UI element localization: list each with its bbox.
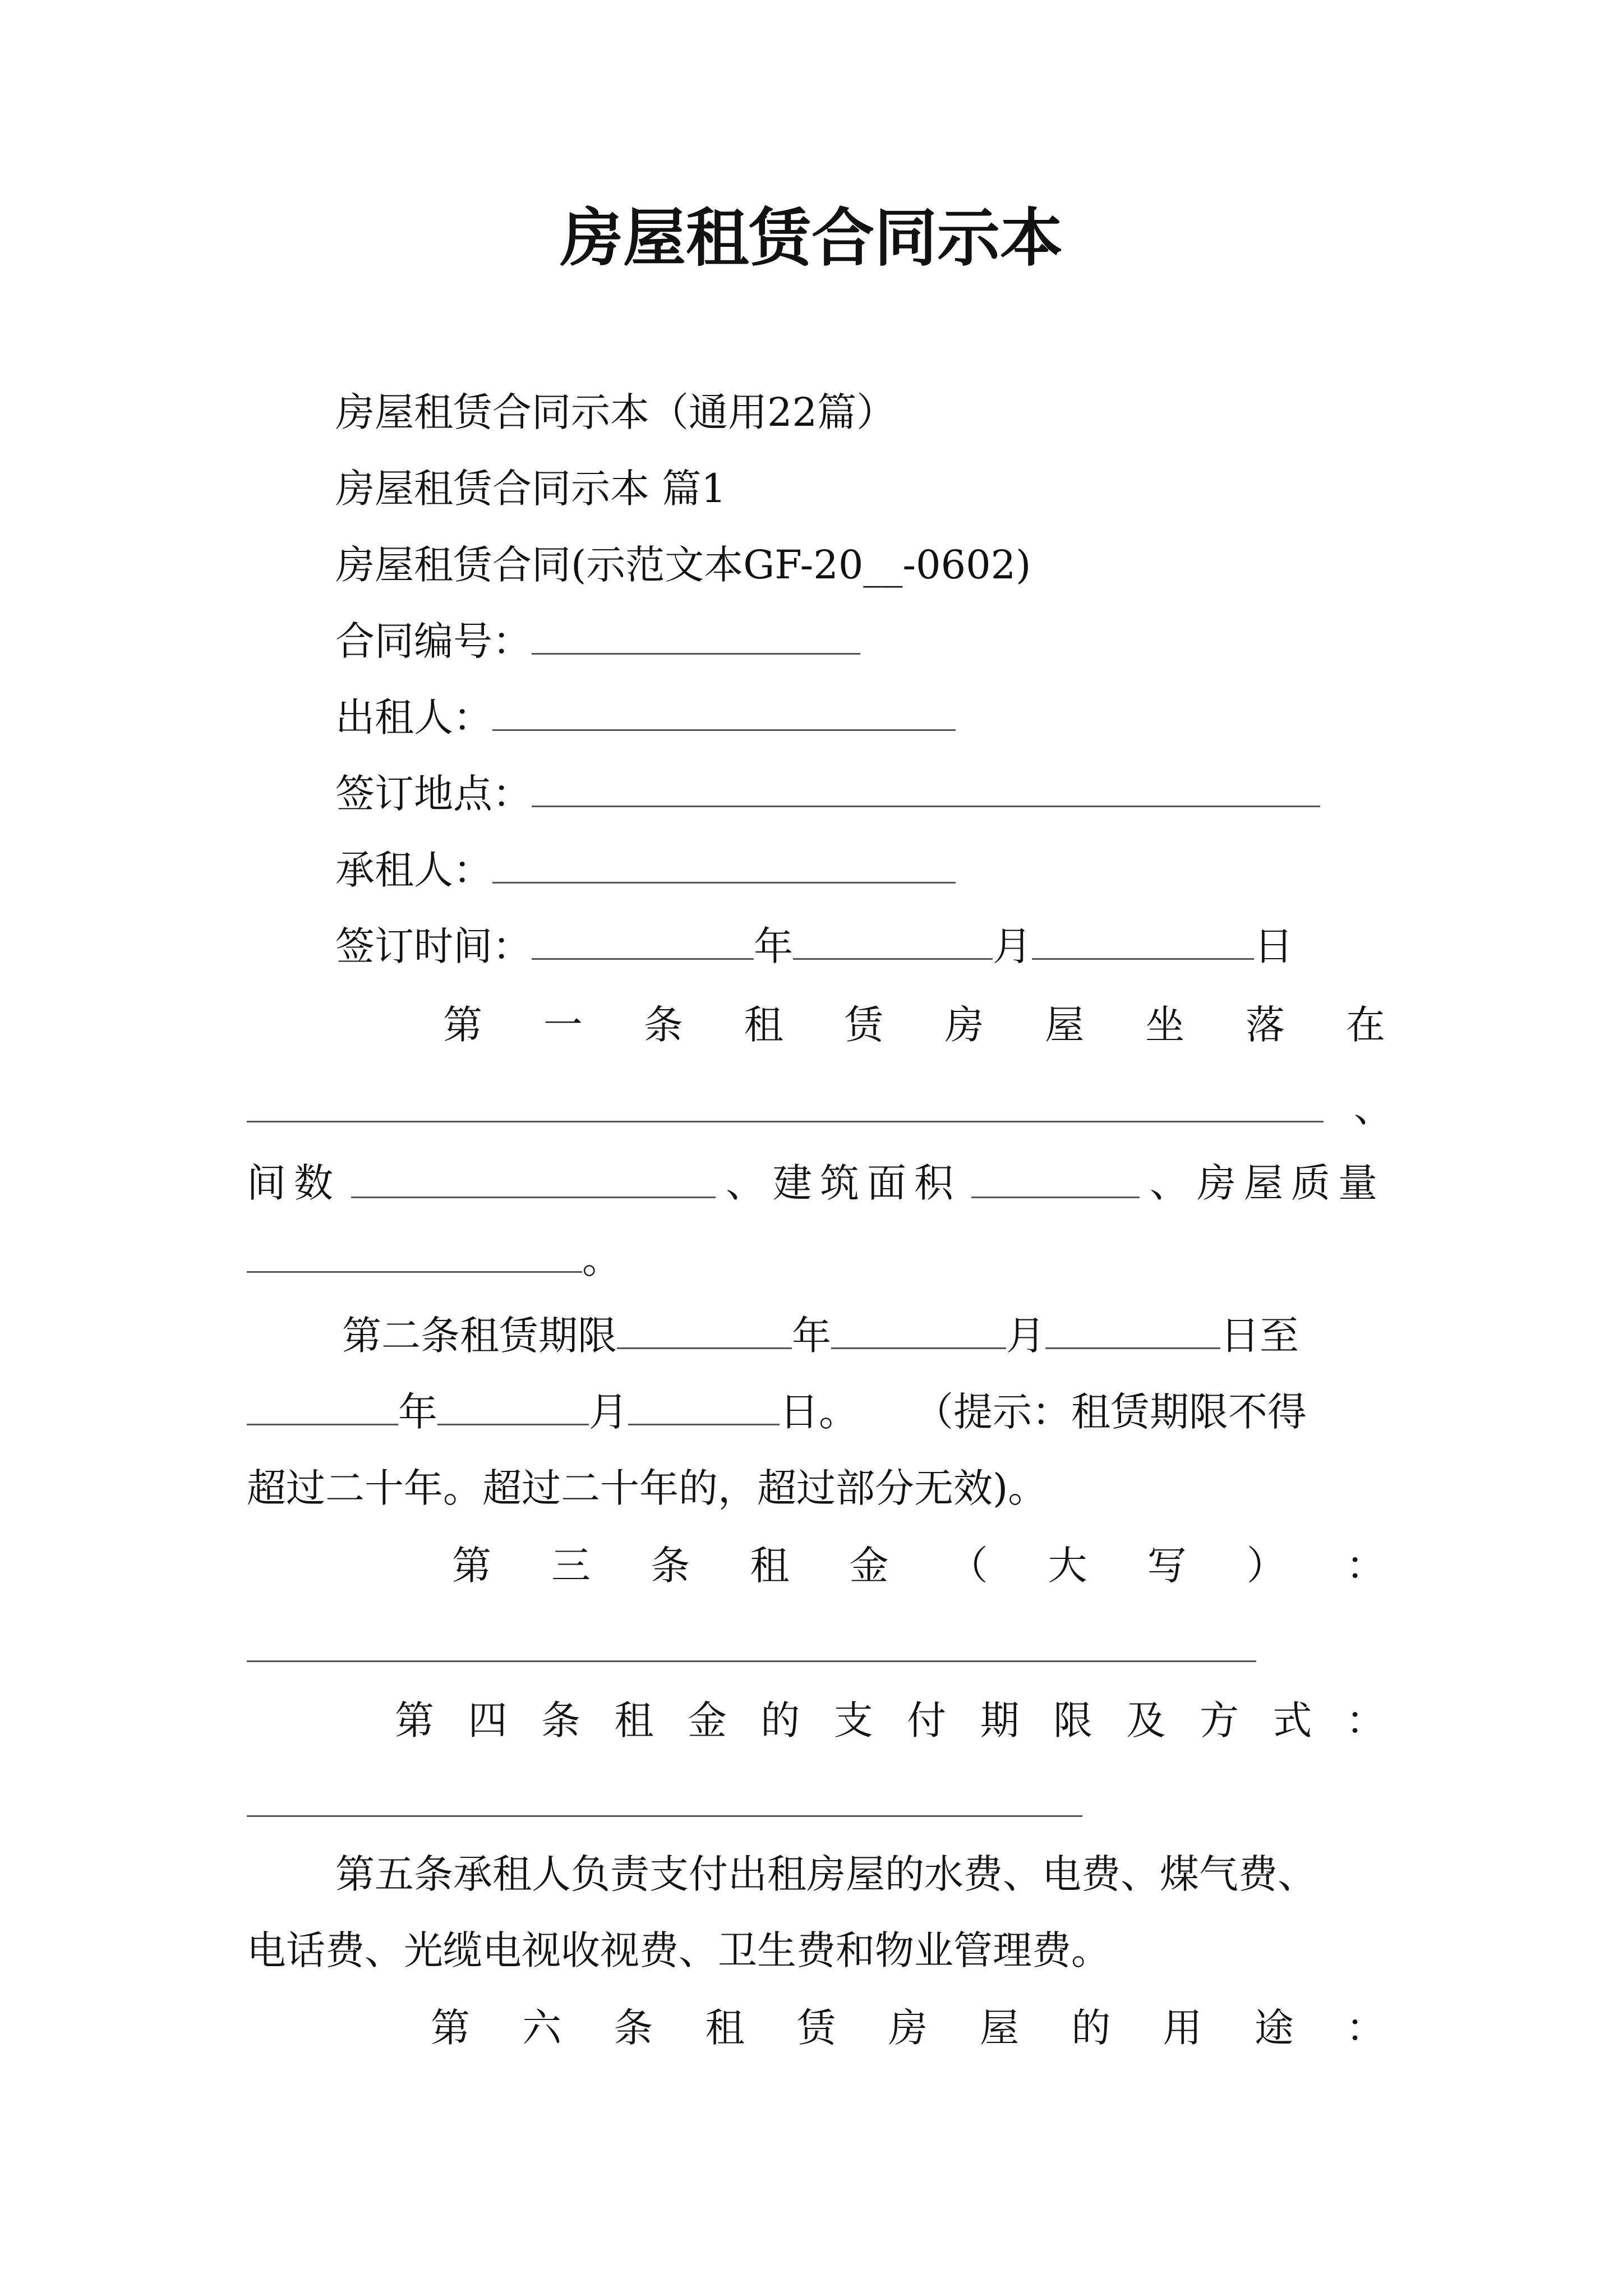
sign-year-blank bbox=[532, 958, 754, 960]
article-6-heading-char: 租 bbox=[705, 2005, 745, 2051]
sign-year-label: 年 bbox=[754, 923, 793, 969]
article-1-location-blank bbox=[247, 1121, 1324, 1122]
article-3-heading-char: 租 bbox=[750, 1543, 790, 1589]
article-1-heading-char: 房 bbox=[944, 1002, 984, 1048]
rooms-blank bbox=[351, 1196, 716, 1198]
article-4-heading-char: 租 bbox=[614, 1697, 654, 1743]
article-5-line-1: 第五条承租人负责支付出租房屋的水费、电费、煤气费、 bbox=[335, 1851, 1317, 1897]
lease-end-year-label: 年 bbox=[398, 1389, 437, 1435]
article-6-heading-char: 条 bbox=[614, 2005, 653, 2051]
article-6-heading-char: 的 bbox=[1071, 2005, 1111, 2051]
article-6-heading-char: 屋 bbox=[980, 2005, 1020, 2051]
contract-number-blank bbox=[532, 652, 860, 655]
article-6-heading-char: 途 bbox=[1254, 2005, 1294, 2051]
lease-start-month-label: 月 bbox=[1006, 1313, 1045, 1359]
article-3-heading-char: 第 bbox=[452, 1543, 491, 1589]
lessor-row bbox=[335, 692, 956, 743]
article-1-heading-char: 在 bbox=[1345, 1002, 1385, 1048]
article-1-heading-char: 落 bbox=[1246, 1002, 1285, 1048]
article-4-heading bbox=[395, 1695, 1385, 1746]
lessor-blank bbox=[492, 729, 956, 731]
article-3-heading-char: 条 bbox=[651, 1543, 690, 1589]
article-4-heading-char: 条 bbox=[541, 1697, 580, 1743]
lease-start-year-label: 年 bbox=[792, 1313, 831, 1359]
sign-time-row bbox=[335, 921, 1293, 972]
article-6-heading-char: 房 bbox=[888, 2005, 928, 2051]
article-6-heading-char: ： bbox=[1345, 2005, 1385, 2051]
article-4-heading-char: 支 bbox=[833, 1697, 873, 1743]
article-4-heading-char: 限 bbox=[1053, 1697, 1093, 1743]
article-6-heading-char: 第 bbox=[431, 2005, 470, 2051]
article-3-heading-char: ） bbox=[1246, 1543, 1286, 1589]
sign-day-blank bbox=[1032, 958, 1254, 960]
lessee-blank bbox=[492, 881, 956, 884]
article-4-heading-char: 方 bbox=[1199, 1697, 1239, 1743]
lease-start-day-label: 日至 bbox=[1220, 1313, 1299, 1359]
quality-row bbox=[247, 1234, 621, 1285]
lessor-label: 出租人： bbox=[335, 694, 492, 740]
section-heading: 房屋租赁合同示本 篇1 bbox=[335, 466, 726, 512]
rent-amount-blank bbox=[247, 1660, 1256, 1662]
article-1-heading-char: 屋 bbox=[1045, 1002, 1085, 1048]
lease-end-month-label: 月 bbox=[589, 1389, 628, 1435]
lease-start-month-blank bbox=[831, 1347, 1006, 1349]
article-2-line-3: 超过二十年。超过二十年的，超过部分无效)。 bbox=[247, 1465, 1048, 1511]
article-1-heading-char: 租 bbox=[744, 1002, 783, 1048]
lease-start-year-blank bbox=[617, 1347, 792, 1349]
article-4-heading-char: 四 bbox=[468, 1697, 508, 1743]
article-3-heading bbox=[452, 1540, 1385, 1591]
payment-terms-blank bbox=[247, 1815, 1082, 1817]
article-4-heading-char: 及 bbox=[1126, 1697, 1166, 1743]
contract-number-row bbox=[335, 616, 860, 666]
contract-number-label: 合同编号： bbox=[335, 618, 532, 664]
lessee-row bbox=[335, 845, 956, 895]
article-2-line-2 bbox=[247, 1387, 1307, 1437]
article-2-line-1 bbox=[342, 1310, 1299, 1361]
article-1-details-row bbox=[247, 1158, 1385, 1208]
article-4-heading-char: 金 bbox=[687, 1697, 727, 1743]
sign-place-row bbox=[335, 769, 1320, 819]
lease-start-day-blank bbox=[1045, 1347, 1220, 1349]
article-3-heading-char: 金 bbox=[849, 1543, 889, 1589]
sign-place-label: 签订地点： bbox=[335, 771, 532, 817]
rooms-label: 间数 bbox=[247, 1160, 341, 1206]
lease-end-day-label: 日。 bbox=[780, 1389, 858, 1435]
article-6-heading-char: 赁 bbox=[796, 2005, 836, 2051]
article-1-heading-char: 坐 bbox=[1145, 1002, 1185, 1048]
lease-end-month-blank bbox=[437, 1423, 589, 1425]
article-6-heading-char: 用 bbox=[1163, 2005, 1202, 2051]
doc-subtitle: 房屋租赁合同示本（通用22篇） bbox=[335, 389, 896, 435]
article-4-heading-char: 付 bbox=[907, 1697, 947, 1743]
article-6-heading bbox=[431, 2003, 1385, 2053]
article-1-heading-char: 赁 bbox=[844, 1002, 884, 1048]
article-4-heading-char: 期 bbox=[980, 1697, 1020, 1743]
article-2-start: 第二条租赁期限 bbox=[342, 1313, 617, 1359]
lease-end-day-blank bbox=[628, 1423, 780, 1425]
lessee-label: 承租人： bbox=[335, 847, 492, 893]
lease-end-year-blank bbox=[247, 1423, 398, 1425]
quality-blank bbox=[247, 1271, 582, 1273]
article-1-separator: 、 bbox=[1354, 1085, 1393, 1131]
article-3-heading-char: ： bbox=[1345, 1543, 1385, 1589]
area-blank bbox=[971, 1196, 1140, 1198]
article-3-heading-char: （ bbox=[948, 1543, 988, 1589]
article-1-heading-char: 一 bbox=[543, 1002, 583, 1048]
contract-heading: 房屋租赁合同(示范文本GF-20__-0602) bbox=[335, 542, 1031, 588]
article-1-heading-char: 条 bbox=[643, 1002, 683, 1048]
article-3-heading-char: 三 bbox=[551, 1543, 591, 1589]
article-4-heading-char: ： bbox=[1345, 1697, 1385, 1743]
sign-place-blank bbox=[532, 805, 1320, 807]
article-4-heading-char: 第 bbox=[395, 1697, 434, 1743]
article-5-line-2: 电话费、光缆电视收视费、卫生费和物业管理费。 bbox=[247, 1927, 1110, 1973]
lease-hint: （提示：租赁期限不得 bbox=[914, 1389, 1307, 1435]
article-3-heading-char: 大 bbox=[1048, 1543, 1087, 1589]
article-6-heading-char: 六 bbox=[522, 2005, 562, 2051]
article-4-heading-char: 的 bbox=[760, 1697, 800, 1743]
article-3-heading-char: 写 bbox=[1147, 1543, 1187, 1589]
article-4-heading-char: 式 bbox=[1272, 1697, 1312, 1743]
sign-month-blank bbox=[793, 958, 993, 960]
quality-label: 、房屋质量 bbox=[1150, 1160, 1385, 1206]
sign-month-label: 月 bbox=[993, 923, 1032, 969]
area-label: 、建筑面积 bbox=[726, 1160, 961, 1206]
quality-end: 。 bbox=[582, 1236, 621, 1282]
document-title: 房屋租赁合同示本 bbox=[560, 201, 1063, 275]
sign-day-label: 日 bbox=[1254, 923, 1293, 969]
sign-time-label: 签订时间： bbox=[335, 923, 532, 969]
article-1-heading bbox=[443, 1000, 1385, 1050]
article-1-heading-char: 第 bbox=[443, 1002, 482, 1048]
